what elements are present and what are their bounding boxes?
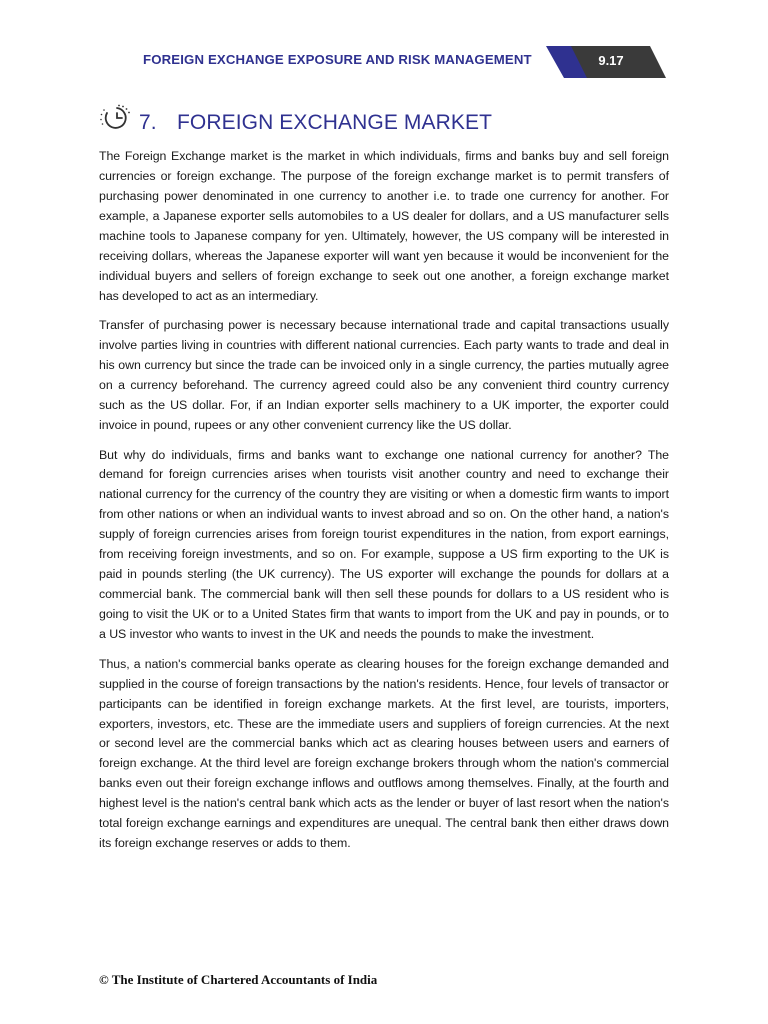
body-text	[99, 147, 669, 864]
section-number: 7.	[139, 111, 157, 134]
paragraph: Transfer of purchasing power is necessary because international trade and capital transactions usually involve parties living in countries with different national currencies. Each party wants to trade and deal in his own currency but since the trade can be invoiced only in a single currency, the parties mutually agree on a currency beforehand. The currency agreed could also be any convenient third country currency such as the US dollar. For, if an Indian exporter sells machinery to a UK importer, the exporter could invoice in pound, rupees or any other convenient currency like the US dollar.	[99, 318, 669, 432]
paragraph: The Foreign Exchange market is the market in which individuals, firms and banks buy and sell foreign currencies or foreign exchange. The purpose of the foreign exchange market is to permit transfers of purchasing power denominated in one currency to another i.e. to trade one currency for another. For example, a Japanese exporter sells automobiles to a US dealer for dollars, and a US manufacturer sells machine tools to Japanese company for yen. Ultimately, however, the US company will be interested in receiving dollars, whereas the Japanese exporter will want yen because it would be inconvenient for the individual buyers and sellers of foreign exchange to seek out one another, a foreign exchange market has developed to act as an intermediary.	[99, 149, 669, 303]
paragraph: Thus, a nation's commercial banks operate as clearing houses for the foreign exchange demanded and supplied in the course of foreign transactions by the nation's residents. Hence, four levels of transactor or participants can be identified in foreign exchange markets. At the first level, are tourists, importers, exporters, investors, etc. These are the immediate users and suppliers of foreign currencies. At the next or second level are the commercial banks which act as clearing houses between users and earners of foreign exchange. At the third level are foreign exchange brokers through whom the nation's commercial banks even out their foreign exchange inflows and outflows among themselves. Finally, at the fourth and highest level is the nation's central bank which acts as the lender or buyer of last resort when the nation's total foreign exchange earnings and expenditures are unequal. The central bank then either draws down its foreign exchange reserves or adds to them.	[99, 656, 669, 851]
running-header-title: FOREIGN EXCHANGE EXPOSURE AND RISK MANAGEMENT	[143, 52, 532, 67]
clock-icon	[98, 100, 134, 136]
section-heading	[139, 111, 492, 135]
paragraph: But why do individuals, firms and banks want to exchange one national currency for another? The demand for foreign currencies arises when tourists visit another country and need to exchange their national currency for the currency of the country they are visiting or when a domestic firm wants to import from other nations or when an individual wants to invest abroad and so on. On the other hand, a nation's supply of foreign currencies arises from foreign tourist expenditures in the nation, from export earnings, from receiving foreign investments, and so on. For example, suppose a US firm exporting to the UK is paid in pounds sterling (the UK currency). The US exporter will exchange the pounds for dollars at a commercial bank. The commercial bank will then sell these pounds for dollars to a US resident who is going to visit the UK or to a United States firm that wants to import from the UK and pay in pounds, or to a US investor who wants to invest in the UK and needs the pounds to make the investment.	[99, 447, 669, 642]
copyright-footer: © The Institute of Chartered Accountants of India	[99, 972, 378, 987]
page-number: 9.17	[598, 53, 624, 68]
section-title: FOREIGN EXCHANGE MARKET	[177, 111, 493, 134]
